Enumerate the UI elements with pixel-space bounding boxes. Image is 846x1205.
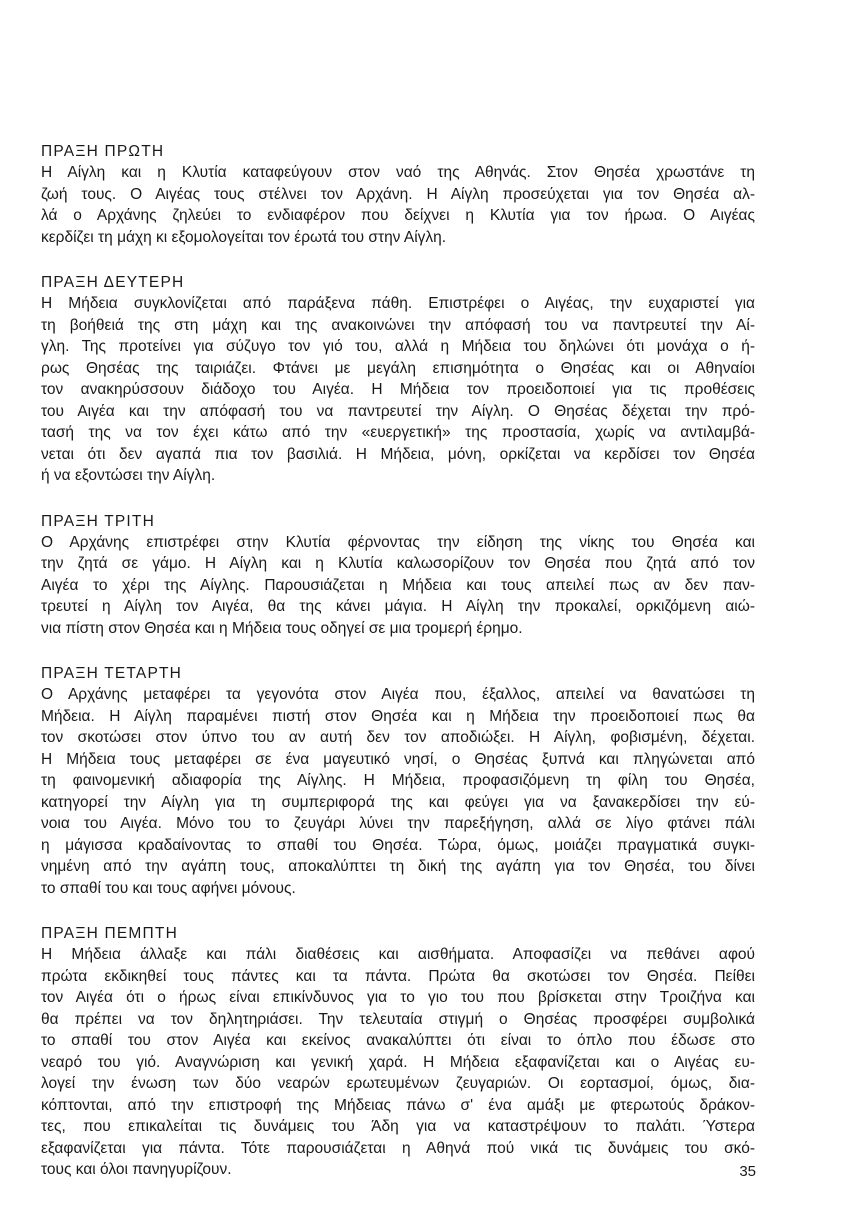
text-line: νια πίστη στον Θησέα και η Μήδεια τους οδηγεί σε μια τρομερή έρημο. <box>41 619 523 637</box>
text-line: λά ο Αρχάνης ζηλεύει το ενδιαφέρον που δείχνει η Κλυτία για τον ήρωα. Ο Αιγέας <box>41 207 755 224</box>
text-line: η μάγισσα κραδαίνοντας το σπαθί του Θησέα. Τώρα, όμως, μοιάζει πραγματικά συγκι- <box>41 836 755 854</box>
text-line: Η Μήδεια τους μεταφέρει σε ένα μαγευτικό νησί, ο Θησέας ξυπνά και πληγώνεται από <box>41 750 755 768</box>
text-line: κερδίζει τη μάχη κι εξομολογείται τον έρωτά του στην Αίγλη. <box>41 228 447 246</box>
page-number: 35 <box>739 1163 756 1180</box>
text-line: θα πρέπει να τον δηλητηριάσει. Την τελευταία στιγμή ο Θησέας προσφέρει συμβολικά <box>41 1010 755 1028</box>
text-line: τες, που επικαλείται τις δυνάμεις του Άδη για να καταστρέψουν το παλάτι. Ύστερα <box>41 1118 755 1135</box>
act-section <box>41 511 755 640</box>
act-section <box>41 923 755 1181</box>
text-line: Ο Αρχάνης μεταφέρει τα γεγονότα στον Αιγέα που, έξαλλος, απειλεί να θανατώσει τη <box>41 686 755 703</box>
text-line: νεται ότι δεν αγαπά πια τον βασιλιά. Η Μήδεια, μόνη, ορκίζεται να κερδίσει τον Θησέα <box>41 445 755 463</box>
text-line: τον Αιγέα ότι ο ήρως είναι επικίνδυνος για το γιο του που βρίσκεται στην Τροιζήνα και <box>41 989 755 1006</box>
act-section <box>41 272 755 487</box>
text-line: τον σκοτώσει στον ύπνο του αν αυτή δεν τον αποδιώξει. Η Αίγλη, φοβισμένη, δέχεται. <box>41 729 755 746</box>
text-line: ή να εξοντώσει την Αίγλη. <box>41 467 216 484</box>
text-line: Η Μήδεια άλλαξε και πάλι διαθέσεις και αισθήματα. Αποφασίζει να πεθάνει αφού <box>41 946 755 963</box>
text-line: Ο Αρχάνης επιστρέφει στην Κλυτία φέρνοντας την είδηση της νίκης του Θησέα και <box>41 533 755 551</box>
text-line: τη βοήθειά της στη μάχη και της ανακοινώνει την απόφασή του να παντρευτεί την Αί- <box>41 316 755 334</box>
text-line: κατηγορεί την Αίγλη για τη συμπεριφορά της και φεύγει για να ξανακερδίσει την εύ- <box>41 793 755 811</box>
act-heading: ΠΡΑΞΗ ΤΕΤΑΡΤΗ <box>41 665 183 682</box>
text-line: το σπαθί του και τους αφήνει μόνους. <box>41 879 296 897</box>
act-heading: ΠΡΑΞΗ ΤΡΙΤΗ <box>41 512 155 530</box>
text-line: το σπαθί του στον Αιγέα και εκείνος ανακαλύπτει ότι είναι το όπλο που έδωσε στο <box>41 1032 755 1049</box>
synopsis-text <box>41 141 755 1205</box>
text-line: εξαφανίζεται για πάντα. Τότε παρουσιάζεται η Αθηνά πού νικά τις δυνάμεις του σκό- <box>41 1139 755 1157</box>
text-line: νημένη από την αγάπη τους, αποκαλύπτει τη δική της αγάπη για τον Θησέα, του δίνει <box>41 858 755 875</box>
text-line: Μήδεια. Η Αίγλη παραμένει πιστή στον Θησέα και η Μήδεια την προειδοποιεί πως θα <box>41 707 755 725</box>
text-line: την ζητά σε γάμο. Η Αίγλη και η Κλυτία καλωσορίζουν τον Θησέα που ζητά από τον <box>41 555 755 572</box>
act-section <box>41 141 755 248</box>
text-line: τη φαινομενική αδιαφορία της Αίγλης. Η Μήδεια, προφασιζόμενη τη φίλη του Θησέα, <box>41 772 755 789</box>
text-line: τασή της να τον έχει κάτω από την «ευεργετική» της προστασία, χωρίς να αντιλαμβά- <box>41 424 755 441</box>
text-line: ρως Θησέας της ταιριάζει. Φτάνει με μεγάλη επισημότητα ο Θησέας και οι Αθηναίοι <box>41 359 755 377</box>
text-line: γλη. Της προτείνει για σύζυγο τον γιό του, αλλά η Μήδεια του δηλώνει ότι μονάχα ο ή- <box>41 338 755 355</box>
text-line: πρώτα εκδικηθεί τους πάντες και τα πάντα. Πρώτα θα σκοτώσει τον Θησέα. Πείθει <box>41 967 755 985</box>
text-line: ζωή τους. Ο Αιγέας τους στέλνει τον Αρχάνη. Η Αίγλη προσεύχεται για τον Θησέα αλ- <box>41 185 755 203</box>
act-heading: ΠΡΑΞΗ ΠΡΩΤΗ <box>41 143 165 160</box>
text-line: κόπτονται, από την επιστροφή της Μήδειας πάνω σ' ένα αμάξι με φτερωτούς δράκον- <box>41 1096 755 1114</box>
text-line: νοια του Αιγέα. Μόνο του το ζευγάρι λύνει την παρεξήγηση, αλλά σε λίγο φτάνει πάλι <box>41 815 755 832</box>
act-heading: ΠΡΑΞΗ ΔΕΥΤΕΡΗ <box>41 274 185 291</box>
text-line: του Αιγέα και την απόφασή του να παντρευτεί την Αίγλη. Ο Θησέας δέχεται την πρό- <box>41 402 755 420</box>
act-heading: ΠΡΑΞΗ ΠΕΜΠΤΗ <box>41 925 178 942</box>
text-line: νεαρό του γιό. Αναγνώριση και γενική χαρά. Η Μήδεια εξαφανίζεται και ο Αιγέας ευ- <box>41 1053 755 1071</box>
text-line: Η Αίγλη και η Κλυτία καταφεύγουν στον ναό της Αθηνάς. Στον Θησέα χρωστάνε τη <box>41 164 755 181</box>
act-section <box>41 663 755 899</box>
text-line: τρευτεί η Αίγλη τον Αιγέα, θα της κάνει μάγια. Η Αίγλη την προκαλεί, ορκιζόμενη αιώ- <box>41 598 755 615</box>
text-line: Η Μήδεια συγκλονίζεται από παράξενα πάθη. Επιστρέφει ο Αιγέας, την ευχαριστεί για <box>41 295 755 312</box>
text-line: λογεί την ένωση των δύο νεαρών ερωτευμένων ζευγαριών. Οι εορτασμοί, όμως, δια- <box>41 1075 755 1092</box>
text-line: Αιγέα το χέρι της Αίγλης. Παρουσιάζεται η Μήδεια και τους απειλεί πως αν δεν παν- <box>41 576 755 594</box>
text-line: τον ανακηρύσσουν διάδοχο του Αιγέα. Η Μήδεια τον προειδοποιεί για τις προθέσεις <box>41 381 755 398</box>
text-line: τους και όλοι πανηγυρίζουν. <box>41 1161 232 1178</box>
